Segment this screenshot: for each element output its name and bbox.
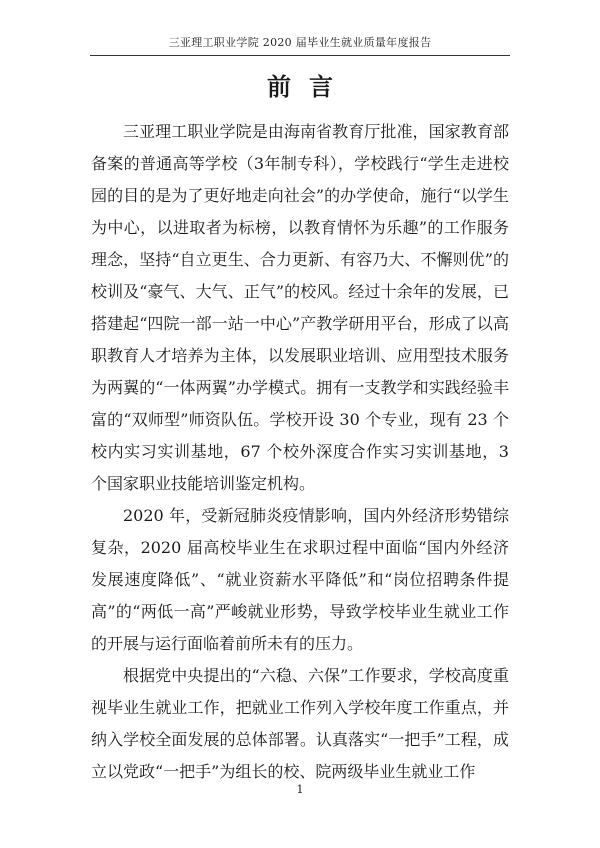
paragraph-policy: 根据党中央提出的“六稳、六保”工作要求，学校高度重视毕业生就业工作，把就业工作列入学校年度工作重点，并纳入学校全面发展的总体部署。认真落实“一把手”工程，成立以党政“一把手”为组长的校、院两级毕业生就业工作 (91, 666, 509, 781)
body-text (91, 116, 509, 788)
page-title: 前言 (267, 72, 351, 101)
running-header: 三亚理工职业学院 2020 届毕业生就业质量年度报告 (168, 36, 432, 49)
page-number: 1 (296, 783, 304, 796)
paragraph-intro: 三亚理工职业学院是由海南省教育厅批准，国家教育部备案的普通高等学校（3年制专科），学校践行“学生走进校园的目的是为了更好地走向社会”的办学使命，施行“以学生为中心，以进取者为标榜，以教育情怀为乐趣”的工作服务理念，坚持“自立更生、合力更新、有容乃大、不懈则优”的校训及“豪气、大气、正气”的校风。经过十余年的发展，已搭建起“四院一部一站一中心”产教学研用平台，形成了以高职教育人才培养为主体，以发展职业培训、应用型技术服务为两翼的“一体两翼”办学模式。拥有一支教学和实践经验丰富的“双师型”师资队伍。学校开设 30 个专业，现有 23 个校内实习实训基地，67 个校外深度合作实习实训基地，3 个国家职业技能培训鉴定机构。 (91, 122, 509, 493)
paragraph-pandemic: 2020 年，受新冠肺炎疫情影响，国内外经济形势错综复杂，2020 届高校毕业生在求职过程中面临“国内外经济发展速度降低”、“就业资薪水平降低”和“岗位招聘条件提高”的“两低一高”严峻就业形势，导致学校毕业生就业工作的开展与运行面临着前所未有的压力。 (91, 506, 509, 653)
header-rule (90, 55, 510, 56)
